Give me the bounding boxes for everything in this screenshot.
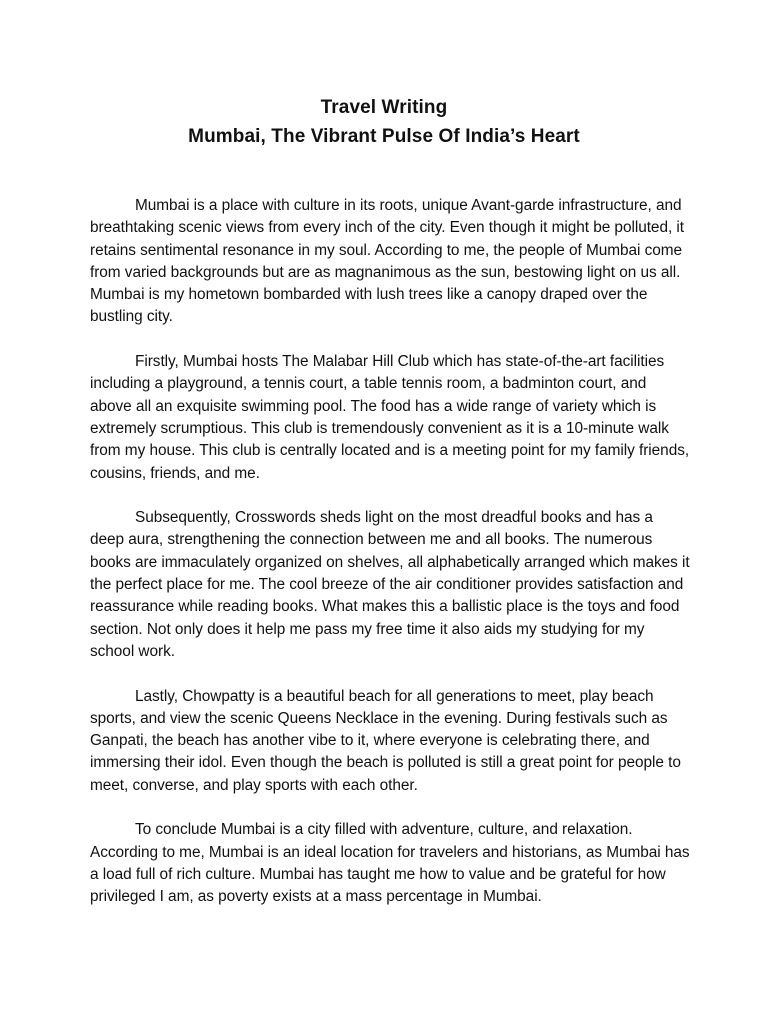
paragraph-conclusion: To conclude Mumbai is a city filled with adventure, culture, and relaxation. According to me, Mumbai is an ideal location for travelers and historians, as Mumbai has a load full of rich culture. Mumbai has taught me how to value and be grateful for how privileged I am, as poverty exists at a mass percentage in Mumbai. (90, 821, 690, 906)
paragraph-crosswords: Subsequently, Crosswords sheds light on the most dreadful books and has a deep aura, strengthening the connection between me and all books. The numerous books are immaculately organized on shelves, all alphabetically arranged which makes it the perfect place for me. The cool breeze of the air conditioner provides satisfaction and reassurance while reading books. What makes this a ballistic place is the toys and food section. Not only does it help me pass my free time it also aids my studying for my school work. (90, 509, 690, 660)
paragraph-intro: Mumbai is a place with culture in its roots, unique Avant-garde infrastructure, and breathtaking scenic views from every inch of the city. Even though it might be polluted, it retains sentimental resonance in my soul. According to me, the people of Mumbai come from varied backgrounds but are as magnanimous as the sun, bestowing light on us all. Mumbai is my hometown bombarded with lush trees like a canopy draped over the bustling city. (90, 197, 684, 326)
paragraph-chowpatty: Lastly, Chowpatty is a beautiful beach for all generations to meet, play beach sports, and view the scenic Queens Necklace in the evening. During festivals such as Ganpati, the beach has another vibe to it, where everyone is celebrating there, and immersing their idol. Even though the beach is polluted is still a great point for people to meet, converse, and play sports with each other. (90, 687, 681, 794)
document-title: Travel Writing (320, 97, 448, 118)
title-block (0, 93, 768, 151)
paragraph-malabar-hill-club: Firstly, Mumbai hosts The Malabar Hill Club which has state-of-the-art facilities including a playground, a tennis court, a table tennis room, a badminton court, and above all an exquisite swimming pool. The food has a wide range of variety which is extremely scrumptious. This club is tremendously convenient as it is a 10-minute walk from my house. This club is centrally located and is a meeting point for my family friends, cousins, friends, and me. (90, 353, 690, 482)
document-body (90, 195, 690, 931)
document-subtitle: Mumbai, The Vibrant Pulse Of India’s Heart (188, 126, 580, 147)
